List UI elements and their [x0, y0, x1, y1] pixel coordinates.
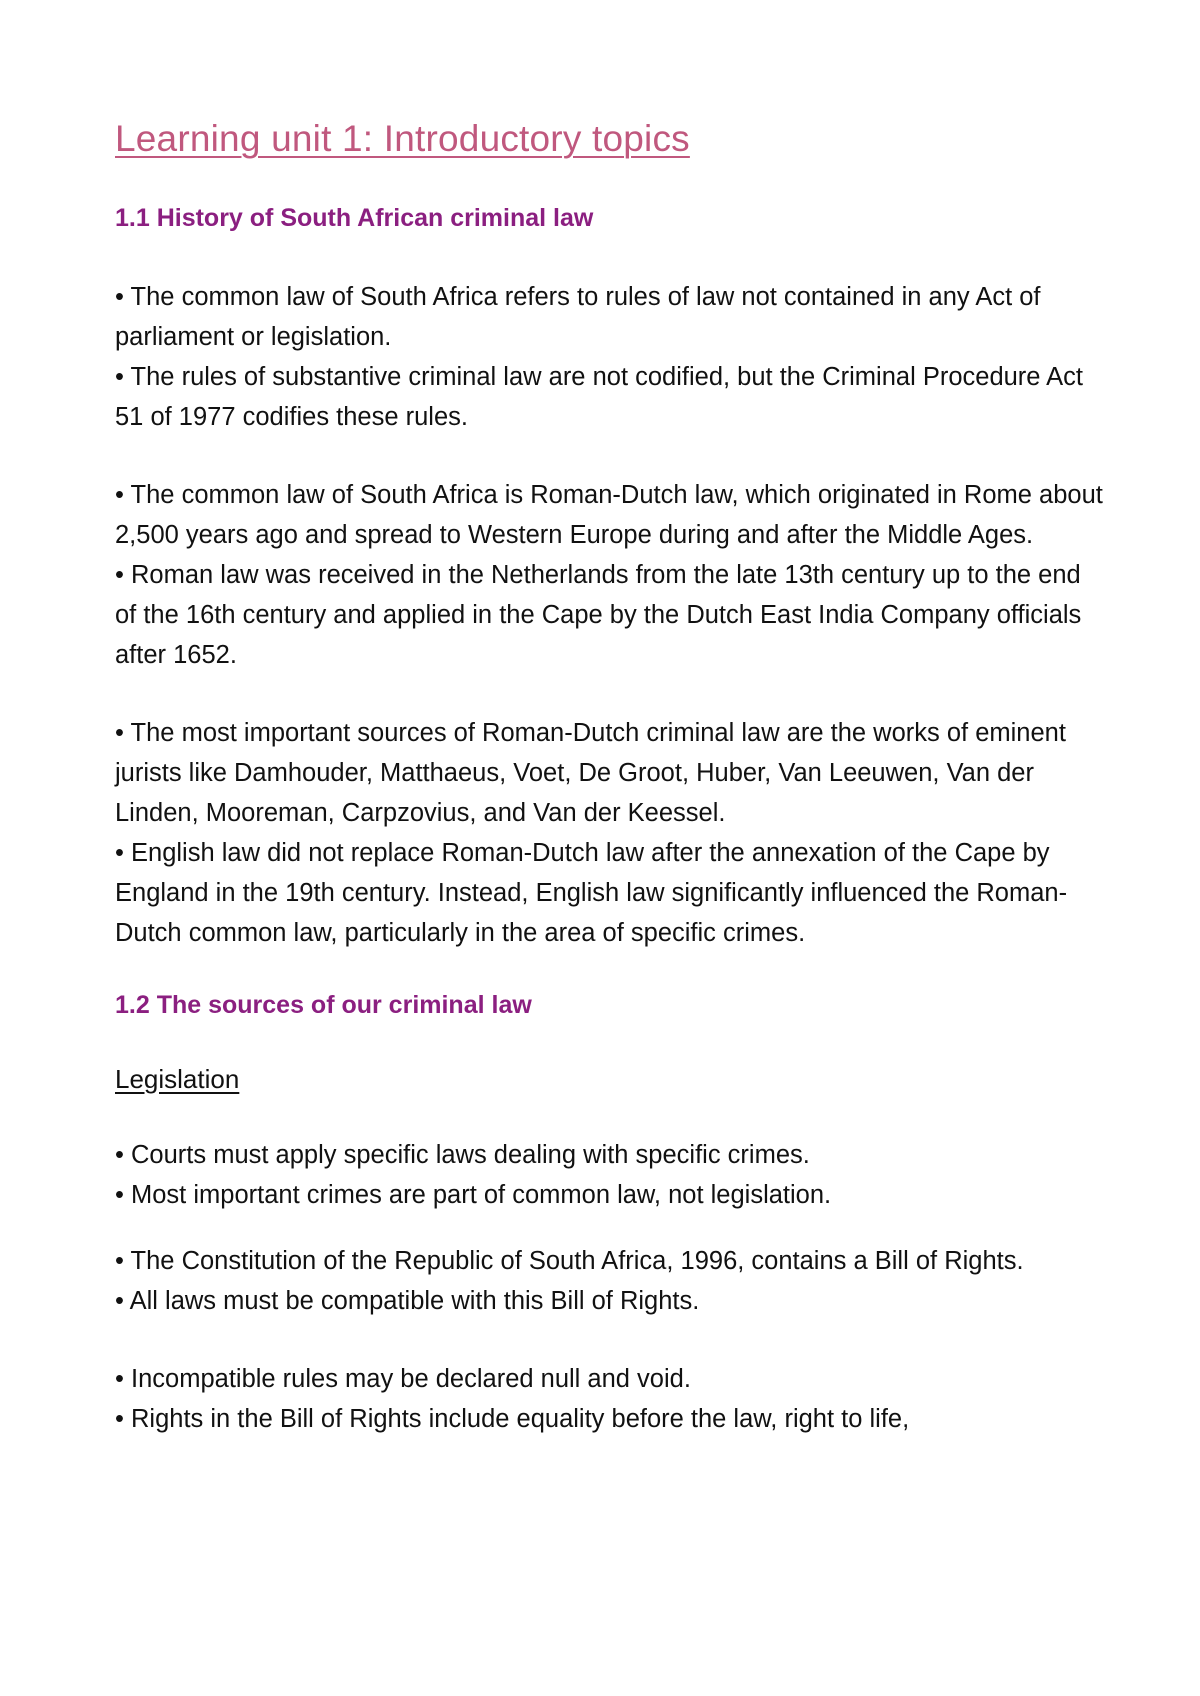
paragraph: • The rules of substantive criminal law are not codified, but the Criminal Procedure Act 51 of 1977 codifies these rules. [115, 363, 1084, 431]
paragraph: • The common law of South Africa is Roman-Dutch law, which originated in Rome about 2,500 years ago and spread to Western Europe during and after the Middle Ages. [115, 481, 1103, 549]
paragraph: • English law did not replace Roman-Dutch law after the annexation of the Cape by England in the 19th century. Instead, English law significantly influenced the Roman-Dutch common law, particularly in the area of specific crimes. [115, 839, 1068, 947]
paragraph: • The most important sources of Roman-Dutch criminal law are the works of eminent jurists like Damhouder, Matthaeus, Voet, De Groot, Huber, Van Leeuwen, Van der Linden, Mooreman, Carpzovius, and Van der Keessel. [115, 719, 1066, 827]
section-heading-sources: 1.2 The sources of our criminal law [115, 991, 532, 1019]
paragraph: • Rights in the Bill of Rights include equality before the law, right to life, [115, 1405, 910, 1433]
paragraph: • Incompatible rules may be declared null and void. [115, 1365, 691, 1393]
subheading-legislation: Legislation [115, 1064, 240, 1094]
paragraph: • Courts must apply specific laws dealing with specific crimes. [115, 1141, 810, 1169]
page-title: Learning unit 1: Introductory topics [115, 118, 690, 159]
paragraph: • The common law of South Africa refers to rules of law not contained in any Act of parliament or legislation. [115, 283, 1041, 351]
document-page [115, 118, 1105, 1439]
paragraph: • Roman law was received in the Netherlands from the late 13th century up to the end of the 16th century and applied in the Cape by the Dutch East India Company officials after 1652. [115, 561, 1082, 669]
paragraph: • The Constitution of the Republic of South Africa, 1996, contains a Bill of Rights. [115, 1247, 1024, 1275]
section-heading-history: 1.1 History of South African criminal law [115, 204, 594, 232]
paragraph: • All laws must be compatible with this Bill of Rights. [115, 1287, 700, 1315]
paragraph: • Most important crimes are part of common law, not legislation. [115, 1181, 832, 1209]
